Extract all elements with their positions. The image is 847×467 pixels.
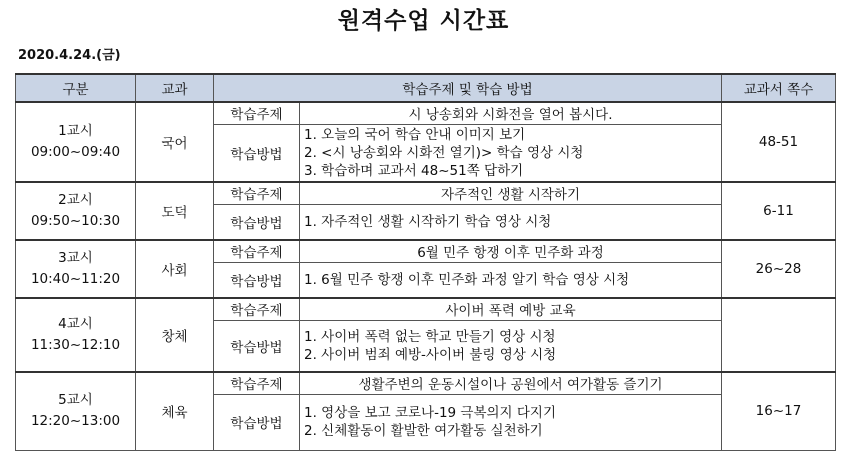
header-textbook-pages: 교과서 쪽수 [722,74,836,102]
topic-text: 사이버 폭력 예방 교육 [300,298,722,320]
method-label: 학습방법 [214,204,300,240]
header-row [16,74,836,102]
method-list [300,262,722,298]
method-item: 2. 사이버 범죄 예방-사이버 불링 영상 시청 [304,346,557,363]
method-item: 2. <시 낭송회와 시화전 열기)> 학습 영상 시청 [304,144,584,161]
method-label: 학습방법 [214,320,300,372]
date-label: 2020.4.24.(금) [18,48,121,63]
subject-cell: 도덕 [136,182,214,240]
period-label: 4교시 [58,316,93,332]
method-list [300,320,722,372]
topic-label: 학습주제 [214,102,300,124]
period-cell [16,372,136,450]
period-time: 11:30~12:10 [30,337,121,353]
pages-cell: 16~17 [722,372,836,450]
method-item: 1. 오늘의 국어 학습 안내 이미지 보기 [304,126,526,143]
period-time: 10:40~11:20 [30,271,121,287]
table-row [16,298,836,320]
method-label: 학습방법 [214,394,300,450]
subject-cell: 체육 [136,372,214,450]
method-label: 학습방법 [214,124,300,182]
method-list [300,394,722,450]
topic-text: 자주적인 생활 시작하기 [300,182,722,204]
pages-cell [722,298,836,372]
method-list [300,204,722,240]
table-row [16,240,836,262]
timetable [15,73,836,451]
topic-label: 학습주제 [214,182,300,204]
header-topic-method: 학습주제 및 학습 방법 [214,74,722,102]
period-label: 3교시 [58,250,93,266]
header-category: 구분 [16,74,136,102]
period-time: 09:00~09:40 [30,144,121,160]
method-item: 3. 학습하며 교과서 48~51쪽 답하기 [304,162,524,179]
page-title: 원격수업 시간표 [337,8,510,34]
method-label: 학습방법 [214,262,300,298]
period-label: 2교시 [58,192,93,208]
topic-label: 학습주제 [214,240,300,262]
pages-cell: 48-51 [722,102,836,182]
subject-cell: 창체 [136,298,214,372]
method-item: 1. 자주적인 생활 시작하기 학습 영상 시청 [304,213,552,230]
topic-label: 학습주제 [214,298,300,320]
period-cell [16,240,136,298]
method-list [300,124,722,182]
subject-cell: 사회 [136,240,214,298]
topic-text: 생활주변의 운동시설이나 공원에서 여가활동 즐기기 [300,372,722,394]
period-time: 09:50~10:30 [30,213,121,229]
period-cell [16,182,136,240]
subject-cell: 국어 [136,102,214,182]
method-item: 1. 영상을 보고 코로나-19 극복의지 다지기 [304,405,557,421]
topic-label: 학습주제 [214,372,300,394]
method-item: 1. 사이버 폭력 없는 학교 만들기 영상 시청 [304,328,556,345]
method-item: 1. 6월 민주 항쟁 이후 민주화 과정 알기 학습 영상 시청 [304,271,630,288]
pages-cell: 26~28 [722,240,836,298]
period-time: 12:20~13:00 [30,413,121,430]
period-label: 1교시 [58,123,93,139]
period-cell [16,298,136,372]
header-subject: 교과 [136,74,214,102]
table-row [16,182,836,204]
topic-text: 6월 민주 항쟁 이후 민주화 과정 [300,240,722,262]
topic-text: 시 낭송회와 시화전을 열어 봅시다. [300,102,722,124]
period-cell [16,102,136,182]
table-row [16,102,836,124]
period-label: 5교시 [58,392,93,409]
method-item: 2. 신체활동이 활발한 여가활동 실천하기 [304,423,543,439]
pages-cell: 6-11 [722,182,836,240]
table-row [16,372,836,394]
